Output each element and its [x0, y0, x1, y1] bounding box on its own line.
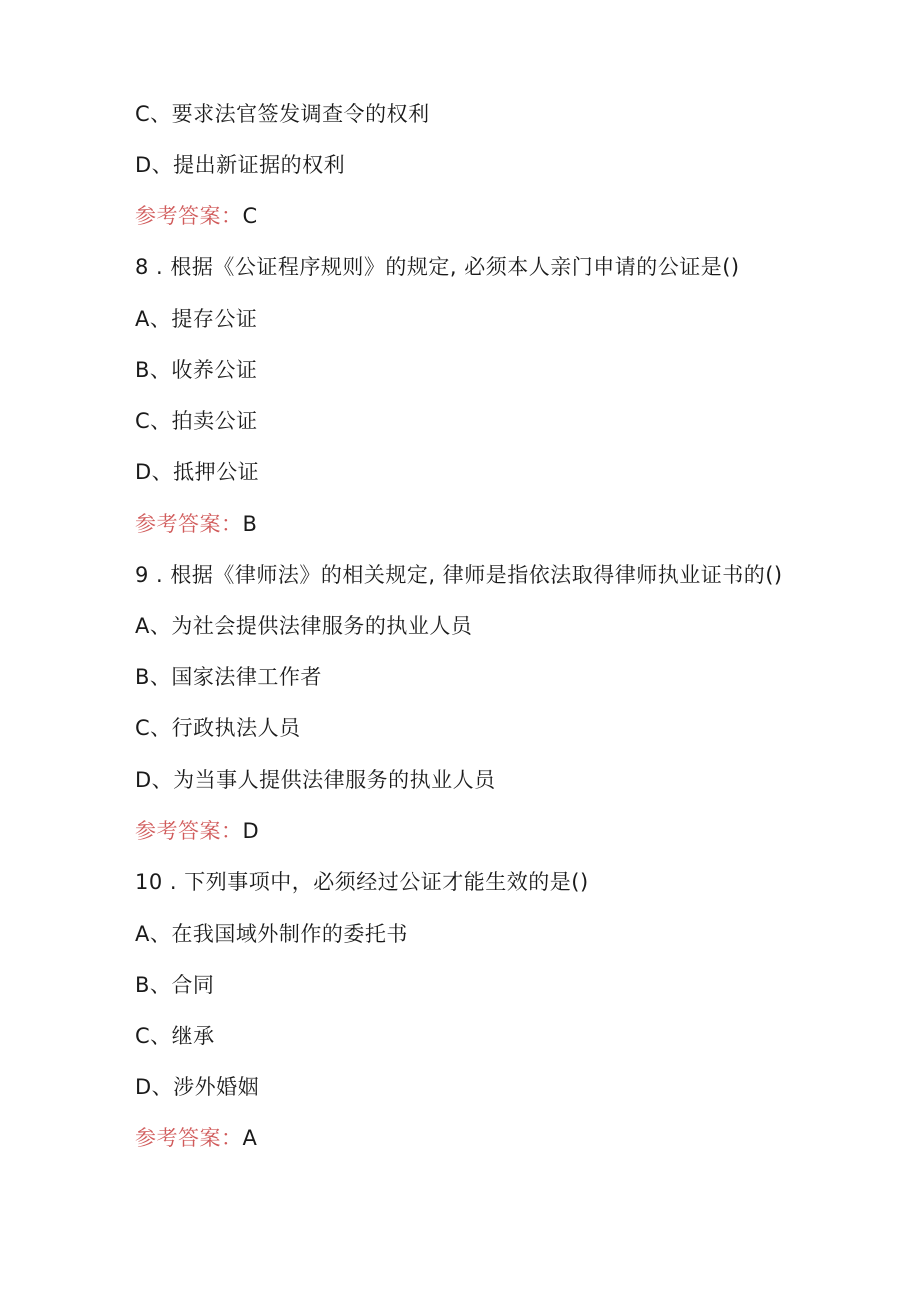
question-stem: 9 . 根据《律师法》的相关规定, 律师是指依法取得律师执业证书的() — [135, 563, 783, 587]
answer-value: B — [242, 512, 258, 536]
answer-value: C — [242, 204, 258, 228]
answer-line — [135, 202, 258, 230]
option-d: D、涉外婚姻 — [135, 1075, 260, 1099]
answer-line — [135, 817, 259, 845]
answer-value: D — [242, 819, 260, 843]
answer-label: 参考答案： — [135, 204, 243, 228]
option-a: A、提存公证 — [135, 307, 258, 331]
option-c: C、要求法官签发调查令的权利 — [135, 102, 430, 126]
option-b: B、国家法律工作者 — [135, 665, 322, 689]
answer-label: 参考答案： — [135, 819, 243, 843]
option-a: A、为社会提供法律服务的执业人员 — [135, 614, 473, 638]
option-d: D、提出新证据的权利 — [135, 153, 346, 177]
answer-line — [135, 1124, 257, 1152]
option-d: D、为当事人提供法律服务的执业人员 — [135, 768, 496, 792]
option-c: C、行政执法人员 — [135, 716, 301, 740]
option-c: C、拍卖公证 — [135, 409, 258, 433]
option-d: D、抵押公证 — [135, 460, 260, 484]
option-c: C、继承 — [135, 1024, 215, 1048]
question-stem: 8 . 根据《公证程序规则》的规定, 必须本人亲门申请的公证是() — [135, 255, 740, 279]
option-b: B、合同 — [135, 973, 215, 997]
option-b: B、收养公证 — [135, 358, 258, 382]
answer-value: A — [242, 1126, 258, 1150]
option-a: A、在我国域外制作的委托书 — [135, 922, 408, 946]
answer-line — [135, 510, 257, 538]
answer-label: 参考答案： — [135, 512, 243, 536]
answer-label: 参考答案： — [135, 1126, 243, 1150]
question-stem: 10 . 下列事项中，必须经过公证才能生效的是() — [135, 870, 589, 894]
